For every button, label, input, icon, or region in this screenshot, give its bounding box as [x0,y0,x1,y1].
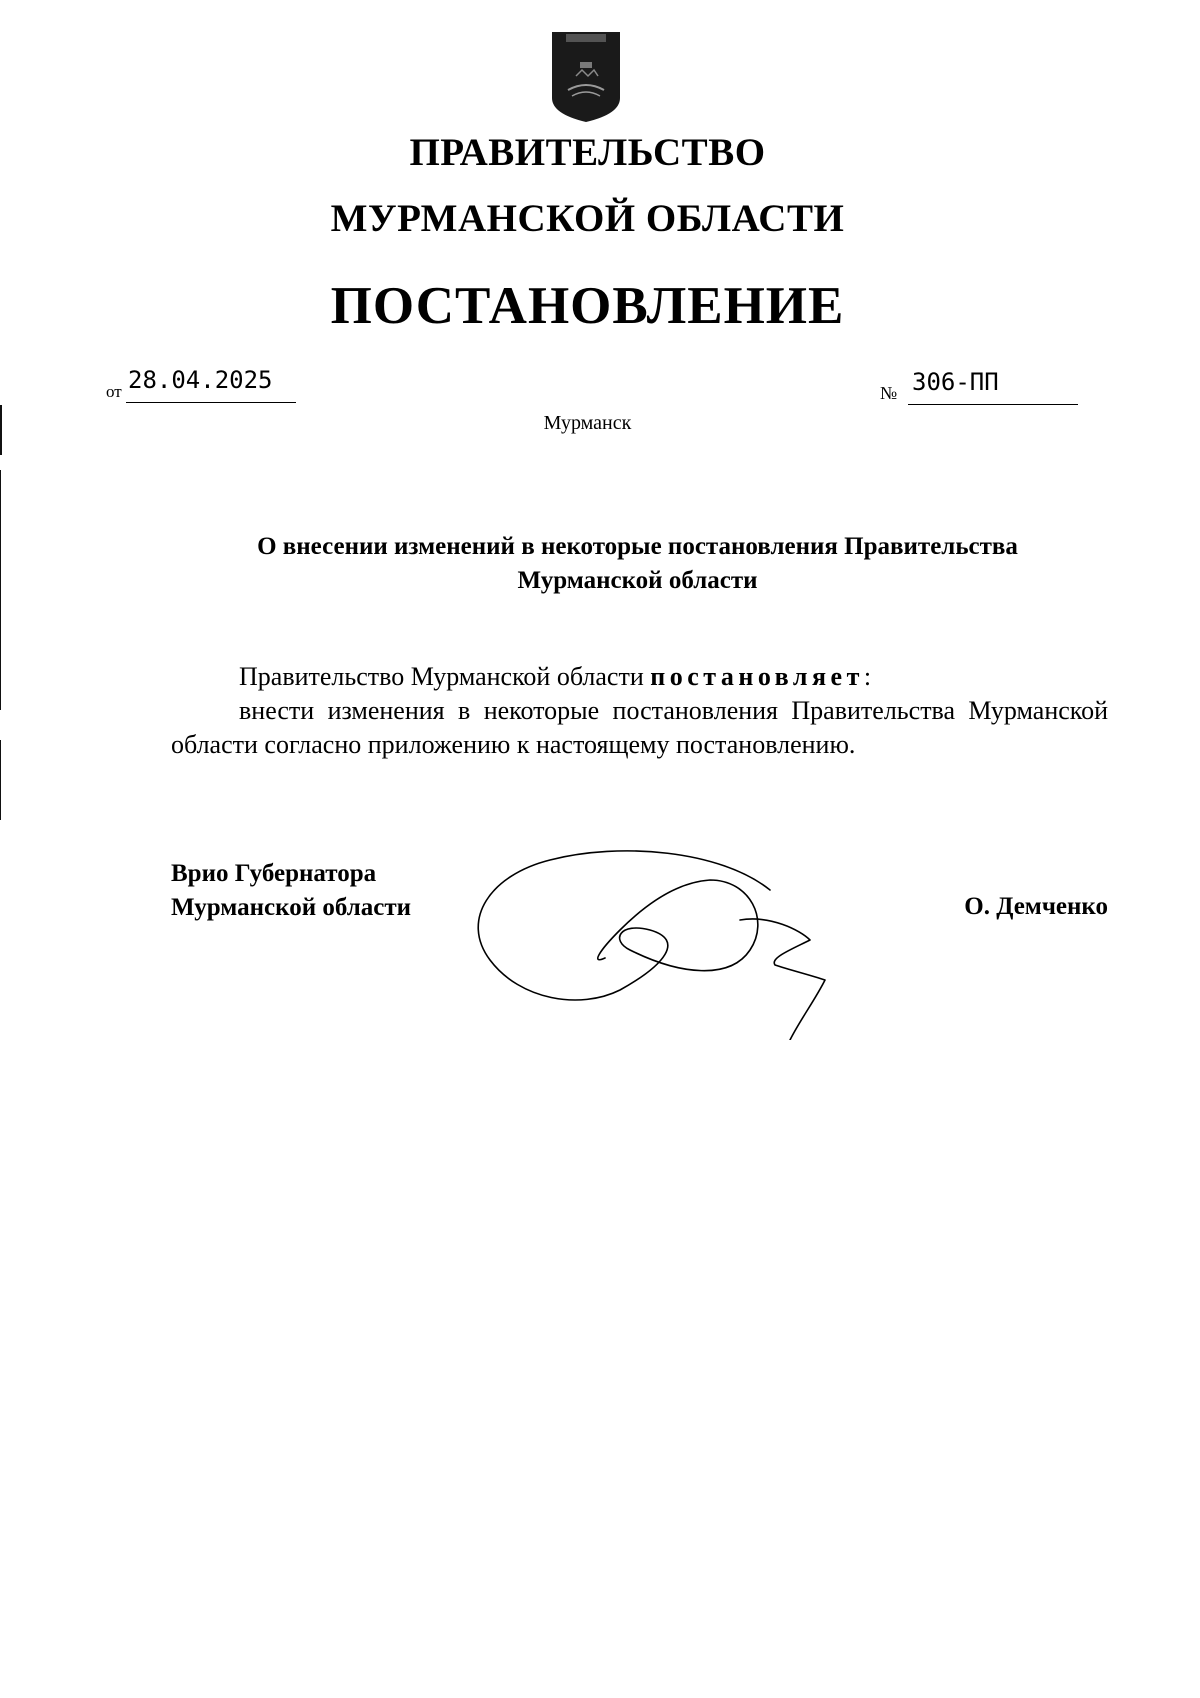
handwritten-signature [470,840,890,1040]
number-prefix-label: № [880,383,898,403]
decree-lead-text: Правительство Мурманской области [239,662,651,691]
decree-main-text: внести изменения в некоторые постановления Правительства Мурманской области согласно приложению к настоящему постановлению. [171,696,1108,759]
decree-colon: : [863,662,872,691]
scan-edge-mark [0,740,1,820]
document-type-heading: ПОСТАНОВЛЕНИЕ [330,277,845,335]
decree-lead [171,660,1108,694]
issue-city: Мурманск [543,412,632,434]
signer-position-line: Врио Губернатора [171,860,377,887]
subject-line: О внесении изменений в некоторые постановления Правительства [257,533,1018,560]
document-body [171,660,1108,762]
signer-position [171,857,411,925]
document-subject [150,530,1125,598]
document-number: 306-ПП [912,368,999,396]
signer-position-line: Мурманской области [171,894,412,921]
government-region: МУРМАНСКОЙ ОБЛАСТИ [330,197,845,240]
subject-line: Мурманской области [517,567,758,594]
scan-edge-mark [0,470,1,710]
date-prefix-label: от [106,382,122,401]
document-date: 28.04.2025 [128,366,273,394]
signer-name: О. Демченко [964,893,1108,920]
coat-of-arms-icon [550,30,622,124]
number-underline [908,404,1078,405]
government-title: ПРАВИТЕЛЬСТВО [409,131,766,174]
decree-verb: постановляет [650,662,864,691]
date-underline [126,402,296,403]
